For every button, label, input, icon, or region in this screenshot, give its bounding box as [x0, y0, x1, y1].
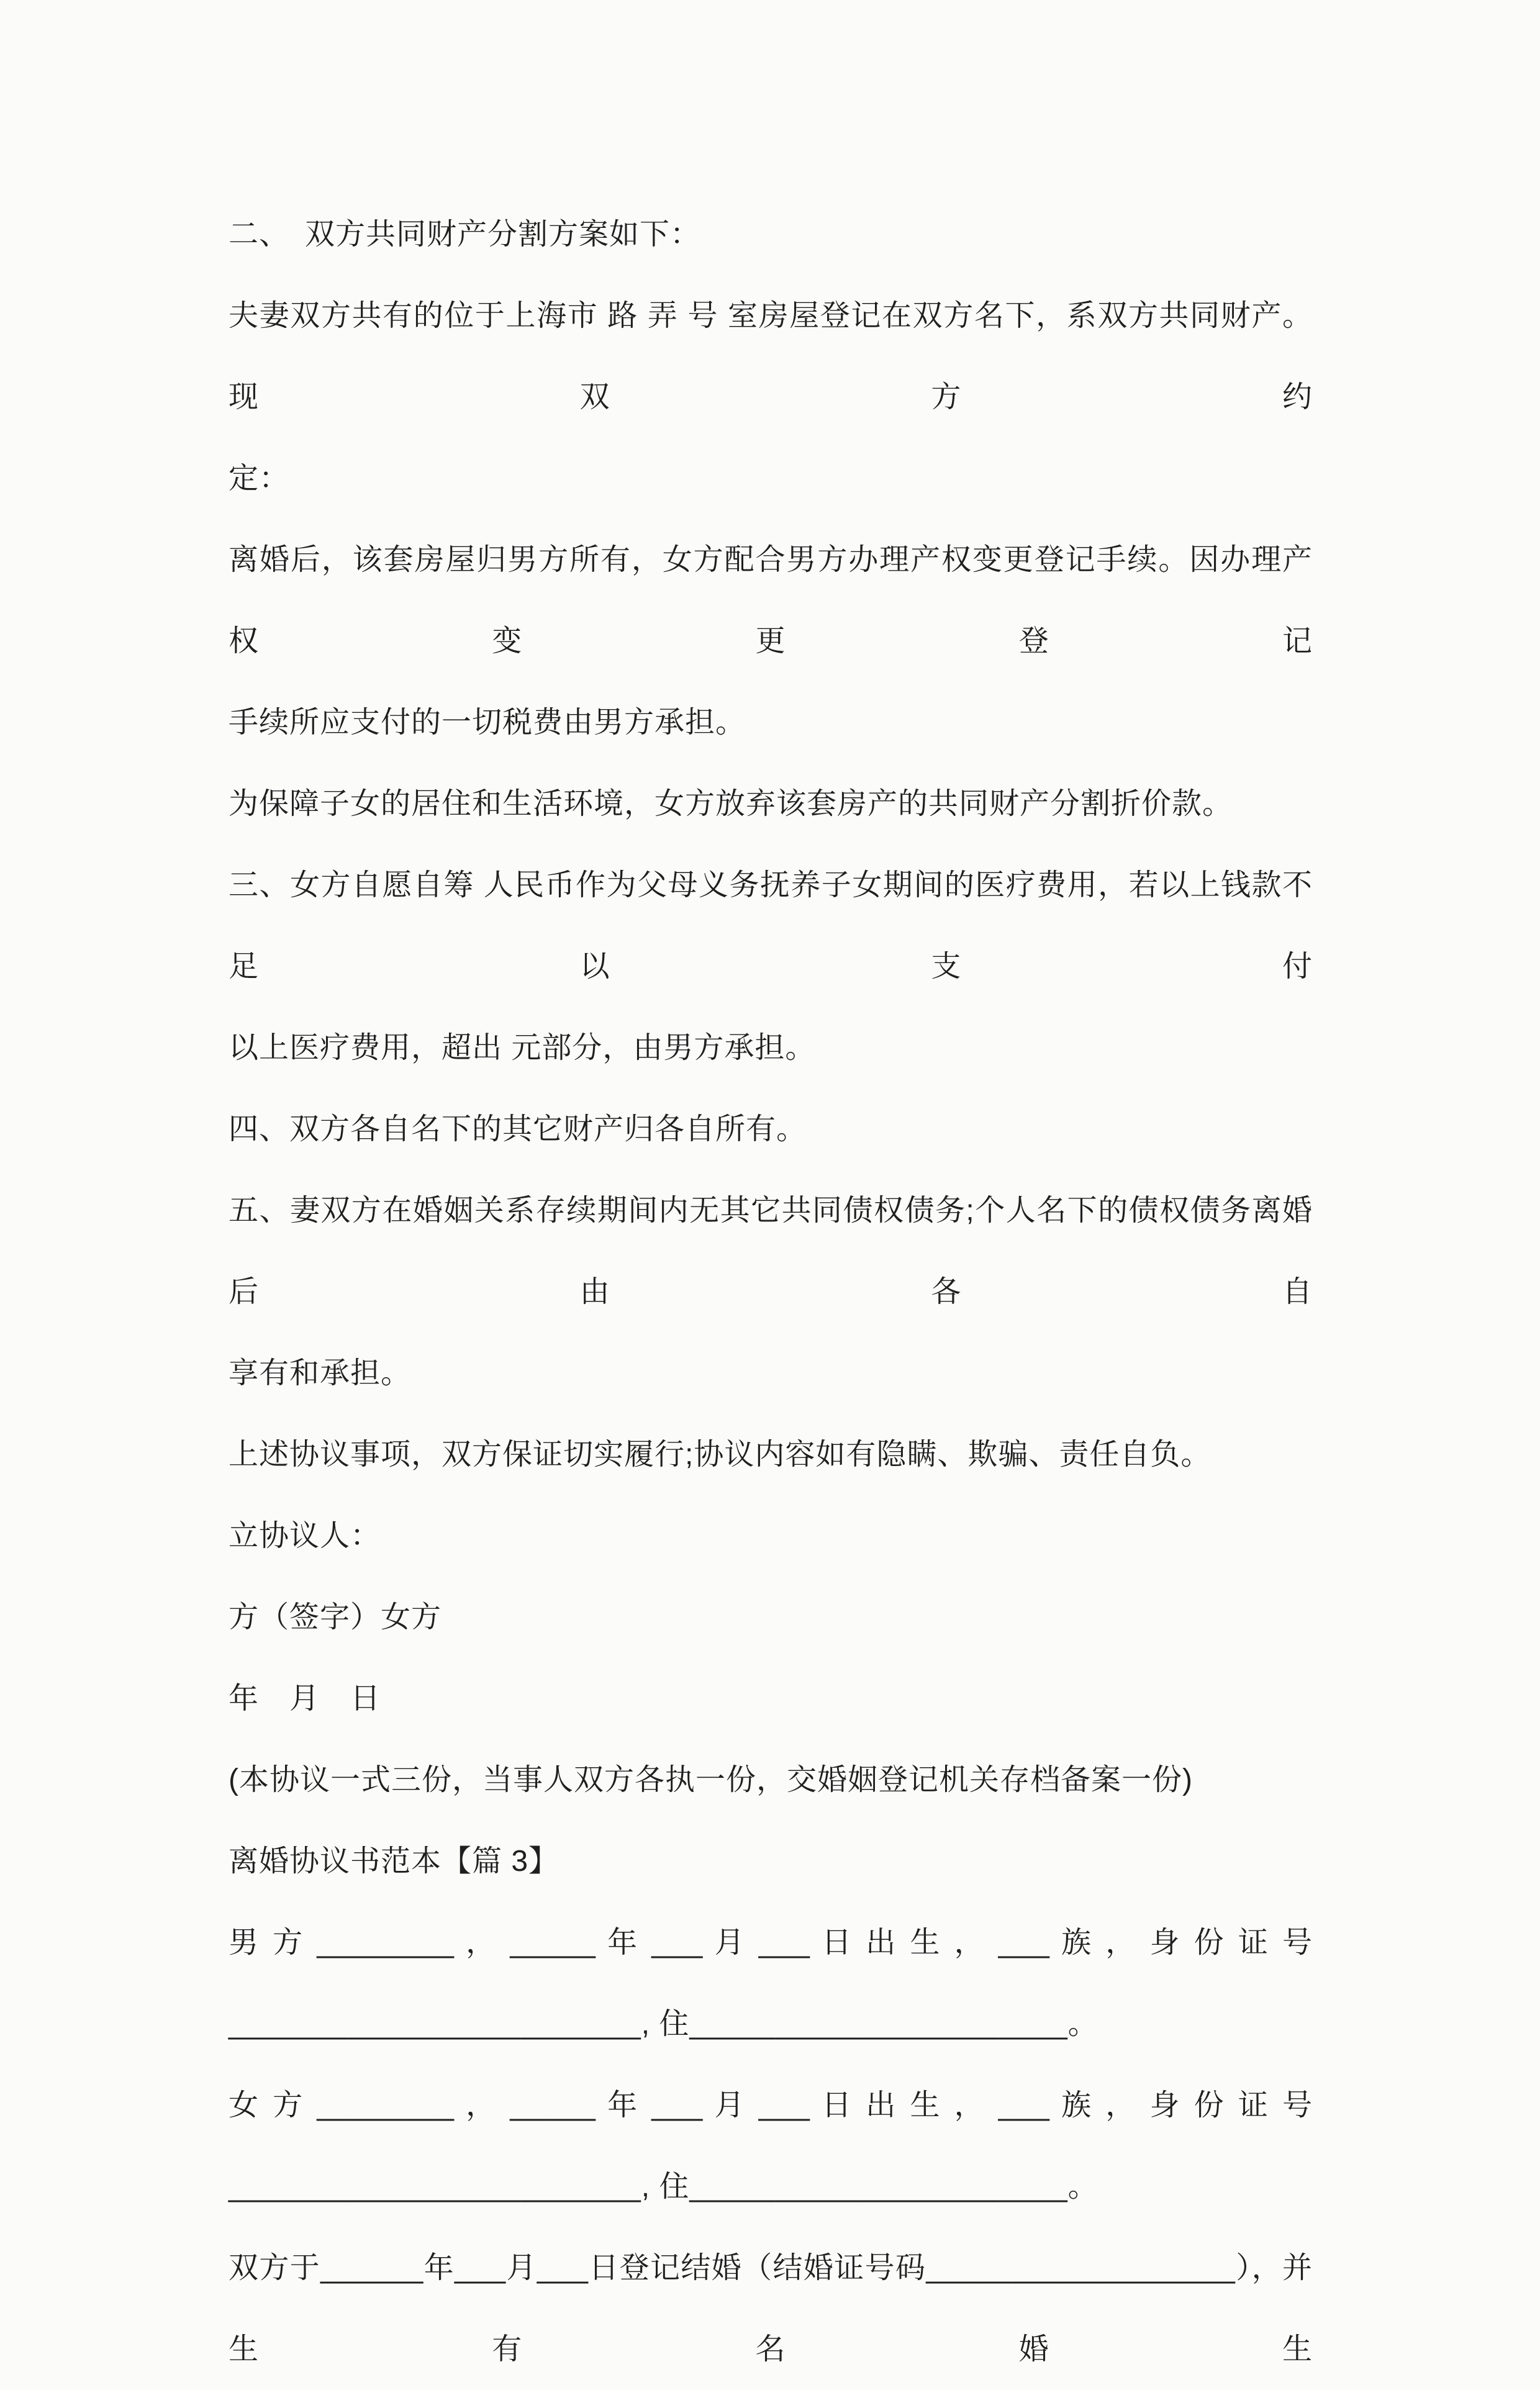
document-line: 夫妻双方共有的位于上海市 路 弄 号 室房屋登记在双方名下，系双方共同财产。现双方约	[229, 299, 1313, 414]
document-line: 双方于______年___月___日登记结婚（结婚证号码__________________），并生有名婚生	[229, 2252, 1313, 2366]
document-line: 离婚后，该套房屋归男方所有，女方配合男方办理产权变更登记手续。因办理产权变更登记	[229, 543, 1313, 658]
document-line: 以上医疗费用，超出 元部分，由男方承担。	[229, 1031, 816, 1064]
document-line: 享有和承担。	[229, 1357, 412, 1390]
document-line: 立协议人：	[229, 1519, 381, 1552]
document-line: 男 方 ________ ， _____ 年 ___ 月 ___ 日 出 生 ， ___ 族 ， 身 份 证 号	[229, 1926, 1313, 1959]
document-line: 上述协议事项，双方保证切实履行;协议内容如有隐瞒、欺骗、责任自负。	[229, 1438, 1212, 1471]
document-line: 女 方 ________ ， _____ 年 ___ 月 ___ 日 出 生 ， ___ 族 ， 身 份 证 号	[229, 2089, 1313, 2122]
document-line: 四、双方各自名下的其它财产归各自所有。	[229, 1113, 807, 1146]
document-line: 为保障子女的居住和生活环境，女方放弃该套房产的共同财产分割折价款。	[229, 787, 1233, 820]
document-line: 二、 双方共同财产分割方案如下：	[229, 218, 701, 251]
document-line: ________________________, 住______________________。	[229, 2170, 1098, 2203]
document-line: 三、女方自愿自筹 人民币作为父母义务抚养子女期间的医疗费用，若以上钱款不足以支付	[229, 869, 1313, 983]
document-line: (本协议一式三份，当事人双方各执一份，交婚姻登记机关存档备案一份)	[229, 1763, 1193, 1796]
document-line: 年 月 日	[229, 1682, 381, 1715]
document-line: 定：	[229, 462, 290, 495]
document-line: 方（签字）女方	[229, 1601, 442, 1634]
document-line: ________________________, 住______________________。	[229, 2008, 1098, 2040]
document-line: 离婚协议书范本【篇 3】	[229, 1845, 559, 1878]
document-line: 五、妻双方在婚姻关系存续期间内无其它共同债权债务;个人名下的债权债务离婚后由各自	[229, 1194, 1313, 1308]
document-content	[229, 194, 1313, 2390]
document-line: 手续所应支付的一切税费由男方承担。	[229, 706, 746, 739]
